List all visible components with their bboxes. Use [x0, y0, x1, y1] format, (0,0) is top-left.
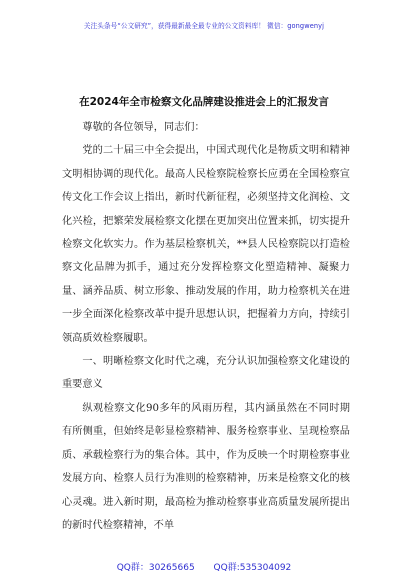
salutation: 尊敬的各位领导，同志们： — [82, 122, 205, 133]
footer-contact — [0, 560, 408, 573]
section-heading: 一、明晰检察文化时代之魂，充分认识加强检察文化建设的重要意义 — [62, 356, 350, 391]
document-title: 在2024年全市检察文化品牌建设推进会上的汇报发言 — [79, 96, 329, 108]
top-banner: 关注头条号“公文研究”，获得最新最全最专业的公文资料库！ 微信：gongwenyj — [83, 22, 325, 30]
footer-qq-1: QQ群：30265665 — [116, 563, 195, 573]
paragraph: 党的二十届三中全会提出，中国式现代化是物质文明和精神文明相协调的现代化。最高人民检察院检察长应勇在全国检察宣传文化工作会议上指出，新时代新征程，必须坚持文化润检、文化兴检，把繁荣发展检察文化摆在更加突出位置来抓，切实提升检察文化软实力。作为基层检察机关，**县人民检察院以打造检察文化品牌为抓手，通过充分发挥检察文化塑造精神、凝聚力量、涵养品质、树立形象、推动发展的作用，助力检察机关在进一步全面深化检察改革中提升思想认识，把握着力方向，持续引领高质效检察履职。 — [62, 145, 350, 344]
paragraph: 纵观检察文化90多年的风雨历程，其内涵虽然在不同时期有所侧重，但始终是彰显检察精神、服务检察事业、呈现检察品质、承载检察行为的集合体。其中，作为反映一个时期检察事业发展方向、检察人员行为准则的检察精神，历来是检察文化的核心灵魂。进入新时期，最高检为推动检察事业高质量发展所提出的新时代检察精神，不单 — [62, 402, 350, 531]
footer-qq-2: QQ群:535304092 — [213, 563, 292, 573]
document-body — [62, 112, 350, 537]
